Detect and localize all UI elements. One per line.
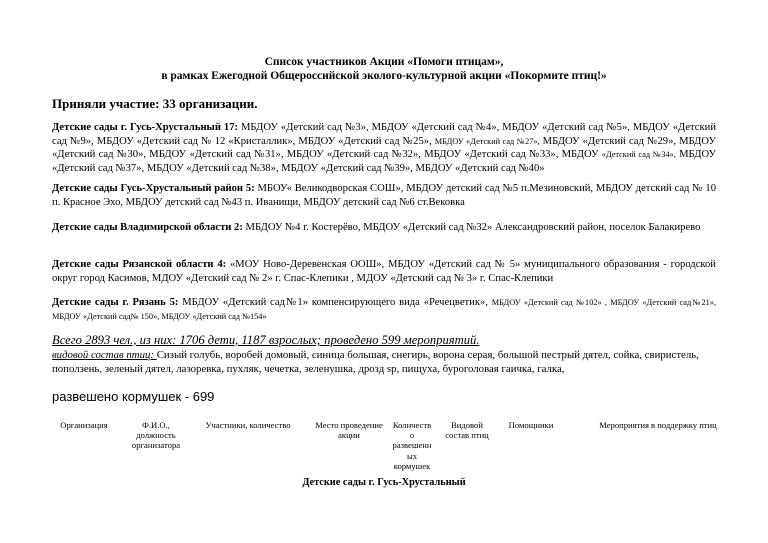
species-label: видовой состав птиц: <box>52 349 157 361</box>
text-ryazan-region: «МОУ Ново-Деревенская ООШ», МБДОУ «Детский сад № 5» муниципального образования - городской округ город Касимов, МДОУ «Детский сад № 2» г. Спас-Клепики , МДОУ «Детский сад № 3» г. Спас-Клепики <box>52 259 716 284</box>
table-header-participants <box>198 420 298 430</box>
text-gus-city-2: МБДОУ «Детский сад №29», МБДОУ «Детский сад №30», МБДОУ «Детский сад №31», МБДОУ «Детский сад №32», МБДОУ «Детский сад №33», МБДОУ <box>52 135 716 161</box>
header-fio-3: организатора <box>131 440 181 451</box>
table-header-organization <box>48 420 120 430</box>
table-header-organizer <box>116 420 196 451</box>
header-species-2: состав птиц <box>445 430 489 441</box>
label-ryazan-city: Детские сады г. Рязань 5: <box>52 297 179 308</box>
document-title-line1: Список участников Акции «Помоги птицам», <box>264 56 504 68</box>
label-ryazan-region: Детские сады Рязанской области 4: <box>52 259 227 270</box>
header-place-1: Место проведение <box>315 420 383 430</box>
label-vladimir: Детские сады Владимирской области 2: <box>52 222 243 233</box>
feeders-count: развешено кормушек - 699 <box>52 389 215 404</box>
table-header-feeders <box>386 420 438 471</box>
label-gus-city: Детские сады г. Гусь-Хрустальный 17: <box>52 122 239 133</box>
paragraph-gus-district <box>52 182 716 209</box>
text-gus-city-small2: «Детский сад №34», <box>601 150 676 160</box>
table-header-place <box>308 420 390 440</box>
text-ryazan-city-small: МБДОУ «Детский сад №102» , МБДОУ «Детский сад№21», МБДОУ «Детский сад№ 150», МБДОУ «Детский сад №154» <box>52 298 716 321</box>
text-ryazan-city: МБДОУ «Детский сад№1» компенсирующего вида «Речецветик», <box>178 297 492 308</box>
label-gus-district: Детские сады Гусь-Хрустальный район 5: <box>52 183 255 194</box>
text-vladimir: МБДОУ №4 г. Костерёво, МБДОУ «Детский сад №32» Александровский район, поселок Балакирево <box>242 222 701 233</box>
table-header-events <box>588 420 728 430</box>
species-paragraph <box>52 348 718 376</box>
paragraph-ryazan-city <box>52 296 716 323</box>
section-title: Детские сады г. Гусь-Хрустальный <box>302 477 466 488</box>
header-fio-2: должность <box>136 430 176 441</box>
header-count-1: Количеств <box>392 420 432 430</box>
paragraph-vladimir <box>52 221 716 235</box>
paragraph-gus-city <box>52 121 716 175</box>
header-place-2: акции <box>338 430 360 441</box>
header-count-3: развешенн <box>392 440 432 451</box>
header-count-4: ых <box>406 450 418 461</box>
header-events-text: Мероприятия в поддержку птиц <box>599 420 717 430</box>
paragraph-ryazan-region <box>52 258 716 285</box>
header-org-text: Организация <box>60 420 108 430</box>
text-gus-city-1: МБДОУ «Детский сад №3», МБДОУ «Детский сад №4», МБДОУ «Детский сад №5», МБДОУ «Детский сад №9», МБДОУ «Детский сад № 12 «Кристаллик», МБДОУ «Детский сад №25», <box>52 122 716 147</box>
species-text: Сизый голубь, воробей домовый, синица большая, снегирь, ворона серая, большой пестрый дятел, сойка, свиристель, поползень, зеленый дятел, лазоревка, пухляк, чечетка, зеленушка, дрозд sp, пищуха, буроголовая гаичка, галка, <box>52 349 699 375</box>
header-fio-1: Ф.И.О., <box>142 420 170 430</box>
header-count-5: кормушек <box>393 460 431 471</box>
table-header-helpers <box>500 420 562 430</box>
summary-totals: Всего 2893 чел., из них: 1706 дети, 1187 взрослых; проведено 599 мероприятий. <box>52 333 480 347</box>
text-gus-city-3: МБДОУ «Детский сад №37», МБДОУ «Детский сад №38», МБДОУ «Детский сад №39», МБДОУ «Детский сад №40» <box>52 149 716 174</box>
text-gus-district: МБОУ« Великодворская СОШ», МБДОУ детский сад №5 п.Мезиновский, МБДОУ детский сад № 10 п. Красное Эхо, МБДОУ детский сад №43 п. Иванищи, МБДОУ детский сад №6 ст.Вековка <box>52 183 716 208</box>
header-helpers-text: Помощники <box>508 420 554 430</box>
document-title-line2: в рамках Ежегодной Общероссийской эколого-культурной акции «Покормите птиц!» <box>161 70 607 82</box>
participated-heading: Приняли участие: 33 организации. <box>52 96 258 111</box>
text-gus-city-small1: МБДОУ «Детский сад №27», <box>434 136 540 146</box>
header-participants-text: Участники, количество <box>205 420 291 430</box>
header-count-2: о <box>409 430 415 441</box>
header-species-1: Видовой <box>451 420 483 430</box>
table-header-species <box>436 420 498 440</box>
